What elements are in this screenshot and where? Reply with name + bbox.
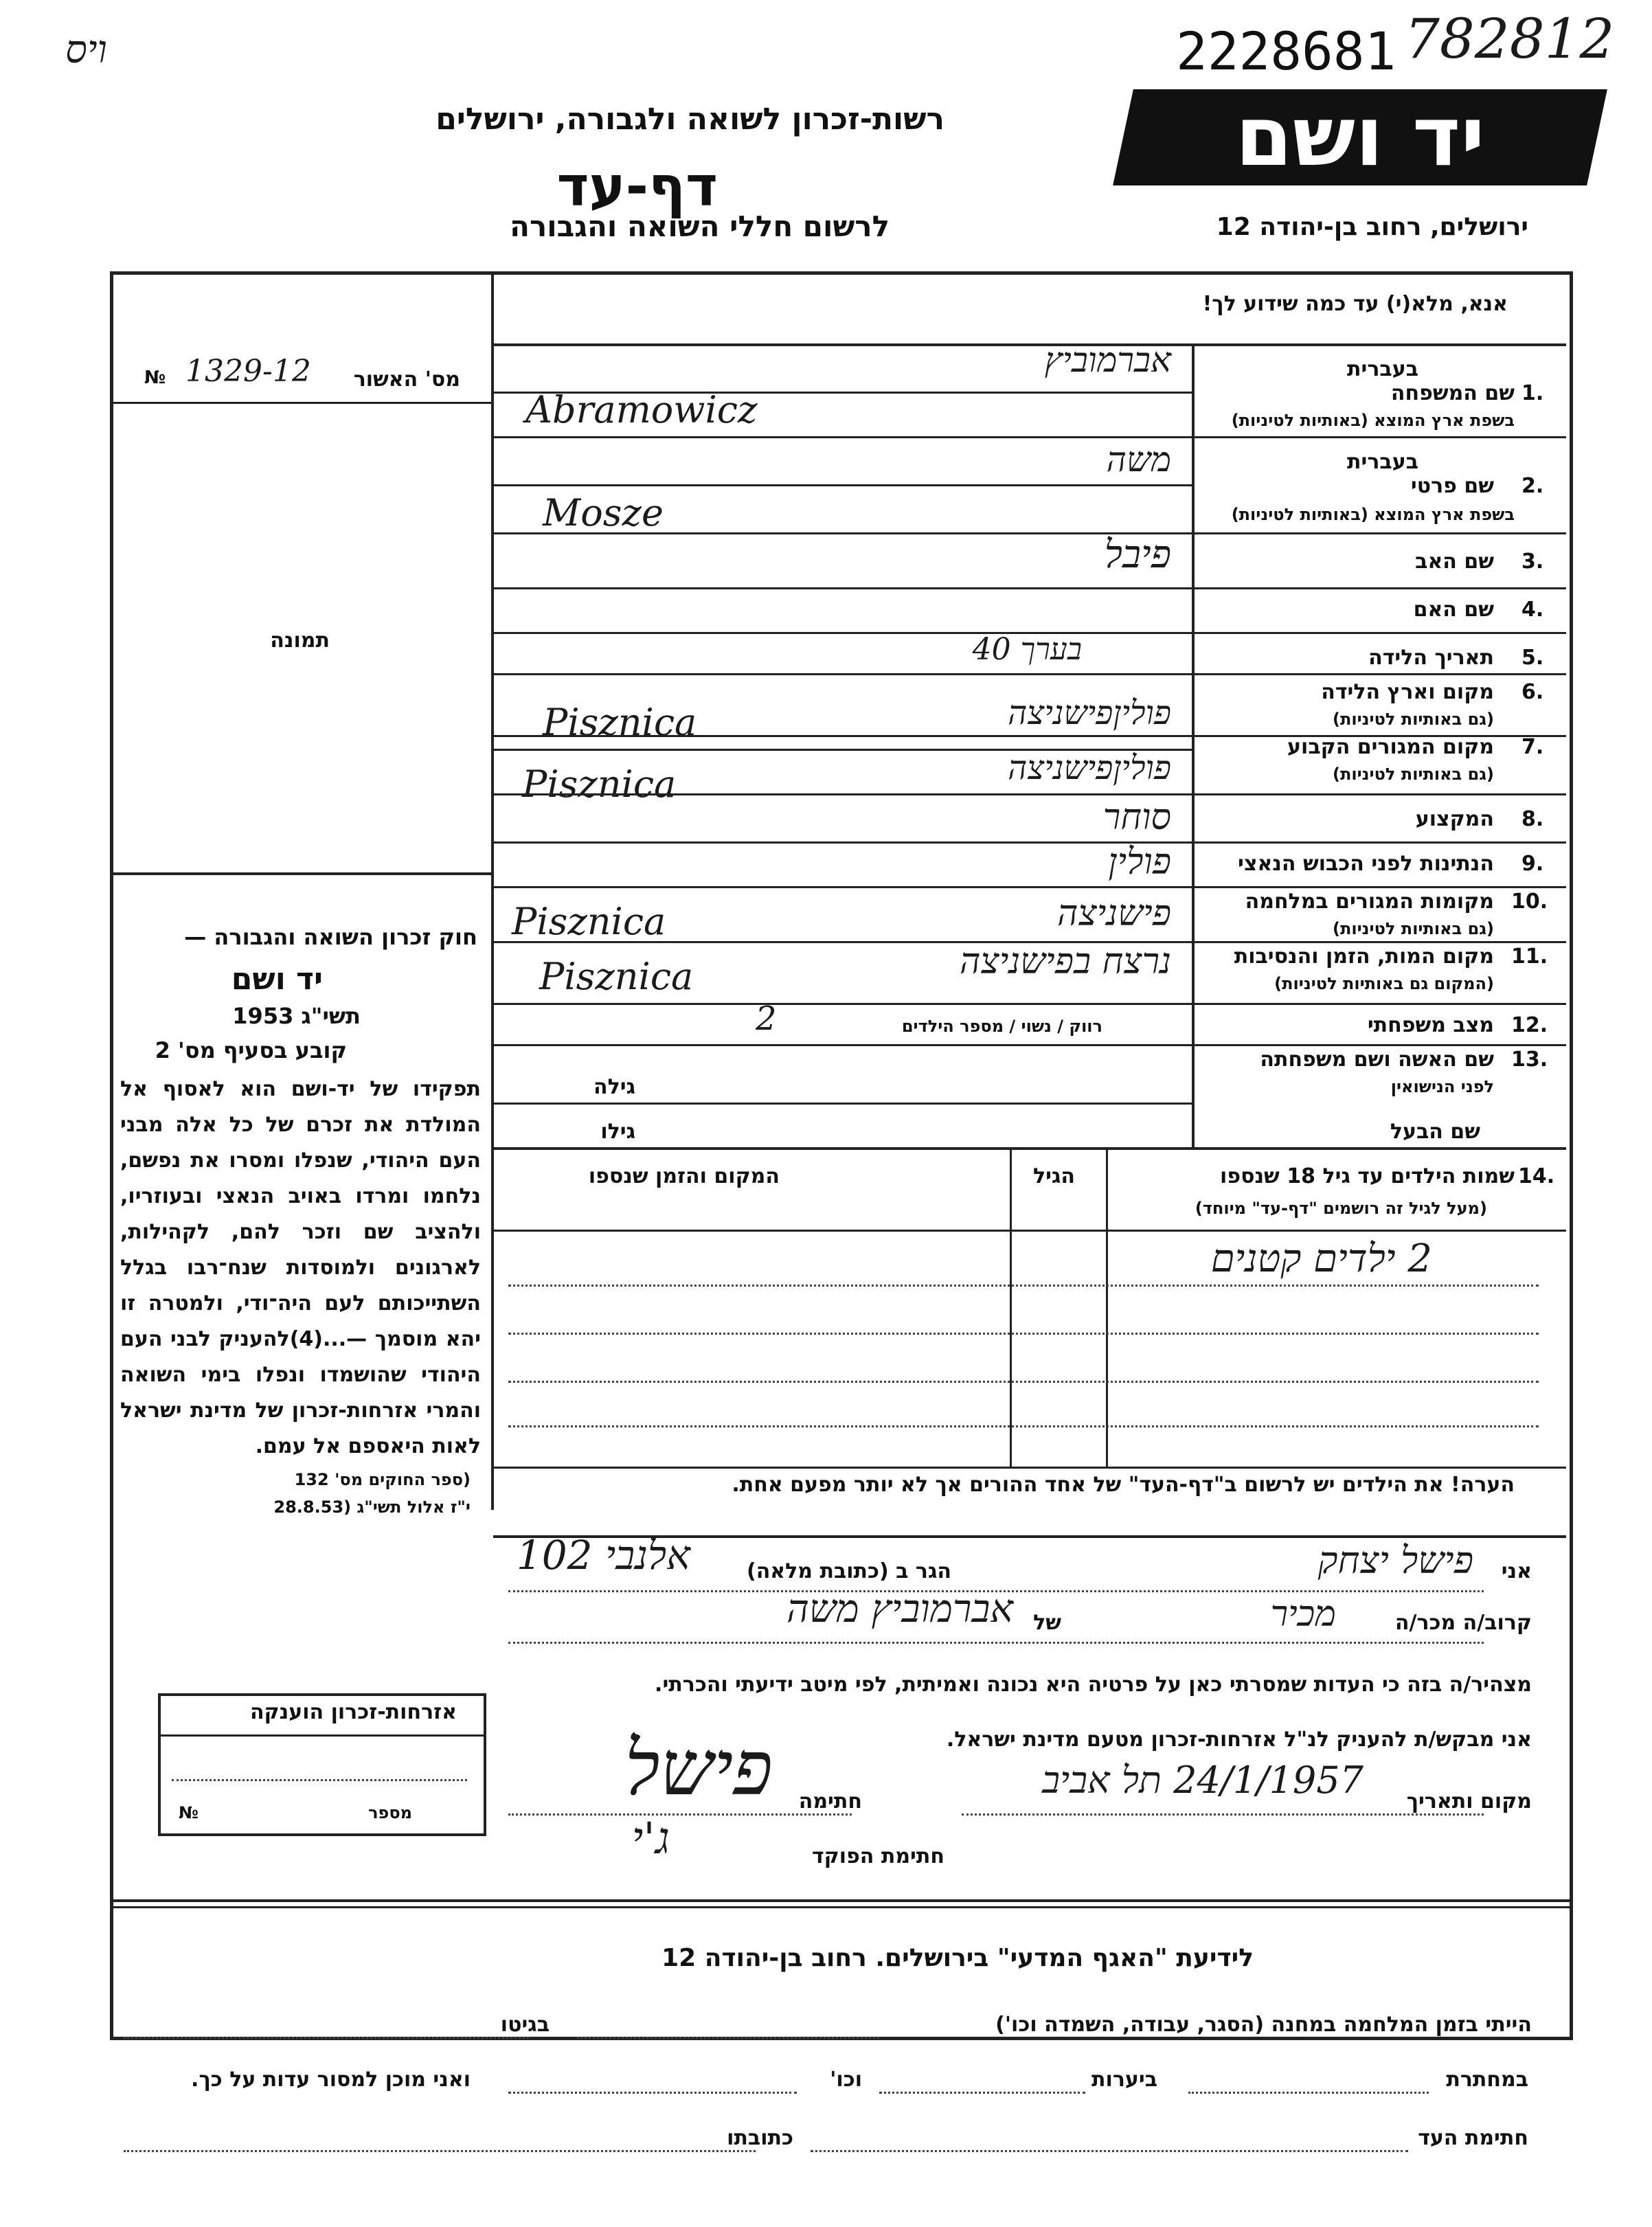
field-3-label: שם האב — [1415, 550, 1494, 574]
field-2-latin[interactable]: Mosze — [543, 491, 664, 534]
i-label: אני — [1501, 1559, 1532, 1583]
field-4-number: 4. — [1521, 598, 1544, 622]
husband-label: שם הבעל — [1390, 1120, 1480, 1144]
of-label: של — [1033, 1611, 1061, 1635]
officer-label: חתימת הפוקד — [812, 1844, 944, 1868]
wife-age-label: גילה — [593, 1075, 635, 1099]
photo-label: תמונה — [270, 629, 330, 653]
child-1-name[interactable]: 2 ילדים קטנים — [1210, 1236, 1432, 1281]
corner-mark: ויס — [65, 27, 107, 72]
field-6-latin[interactable]: Pisznica — [543, 701, 697, 744]
field-2-sub: בשפת ארץ המוצא (באותיות לטיניות) — [1231, 505, 1515, 524]
husband-age-label: גילו — [600, 1120, 635, 1144]
field-7-latin[interactable]: Pisznica — [522, 762, 677, 806]
law-year: תשי"ג 1953 — [232, 1003, 361, 1029]
field-7-sub: (גם באותיות לטיניות) — [1333, 765, 1494, 784]
field-12-value[interactable]: 2 — [756, 999, 777, 1038]
header-address: ירושלים, רחוב בן-יהודה 12 — [1216, 213, 1528, 241]
confirm-value[interactable]: 1329-12 — [185, 354, 311, 389]
field-5-label: תאריך הלידה — [1368, 646, 1494, 670]
field-13-label: שם האשה ושם משפחתה — [1260, 1048, 1494, 1072]
left-column-divider — [491, 273, 494, 1510]
address-label: הגר ב (כתובת מלאה) — [746, 1559, 951, 1583]
ghetto-label: בגיטו — [500, 2013, 550, 2037]
ready-label: ואני מוכן למסור עדות על כך. — [191, 2068, 471, 2092]
field-12-label: מצב משפחתי — [1367, 1013, 1494, 1037]
field-2-hebrew[interactable]: משה — [1106, 440, 1171, 479]
authority-title: רשות-זכרון לשואה ולגבורה, ירושלים — [435, 102, 944, 137]
law-title: חוק זכרון השואה והגבורה — — [184, 924, 477, 950]
field-1-hebrew[interactable]: אברמוביץ — [1044, 340, 1171, 380]
field-9-number: 9. — [1521, 852, 1544, 876]
etc-label: וכו' — [830, 2068, 862, 2092]
field-10-hebrew[interactable]: פישניצה — [1057, 893, 1171, 934]
field-1-number: 1. — [1521, 381, 1544, 405]
field-14-number: 14. — [1518, 1164, 1555, 1188]
handwritten-number: 782812 — [1405, 7, 1615, 71]
hebrew-tag-1: בעברית — [1347, 357, 1418, 381]
field-10-label: מקומות המגורים במלחמה — [1245, 890, 1494, 914]
law-ref1: (ספר החוקים מס' 132 — [294, 1470, 471, 1489]
field-13-sub: לפני הנישואין — [1390, 1077, 1494, 1096]
forests-label: ביערות — [1091, 2068, 1157, 2092]
field-8-number: 8. — [1521, 807, 1544, 831]
partisan-label: במחתרת — [1446, 2068, 1528, 2092]
field-1-sub: בשפת ארץ המוצא (באותיות לטיניות) — [1231, 411, 1515, 430]
date-label: מקום ותאריך — [1406, 1789, 1532, 1813]
yad-vashem-logo: יד ושם — [1113, 89, 1607, 185]
note: הערה! את הילדים יש לרשום ב"דף-העד" של אחד ההורים אך לא יותר מפעם אחת. — [732, 1473, 1515, 1497]
field-8-label: המקצוע — [1415, 807, 1494, 831]
field-7-label: מקום המגורים הקבוע — [1287, 735, 1494, 759]
field-13-number: 13. — [1511, 1048, 1548, 1072]
signature-value[interactable]: פישל — [624, 1724, 773, 1812]
field-11-sub: (המקום גם באותיות לטיניות) — [1274, 974, 1494, 993]
field-10-latin[interactable]: Pisznica — [512, 900, 666, 943]
instructions: אנא, מלא(י) עד כמה שידוע לך! — [1202, 292, 1508, 316]
archive-number: 2228681 — [1176, 21, 1396, 82]
confirm-no: № — [144, 368, 166, 388]
declarant-name[interactable]: פישל יצחק — [1317, 1539, 1473, 1582]
field-7-hebrew[interactable]: פוליןפישניצה — [1008, 749, 1171, 787]
column-place: המקום והזמן שנספו — [588, 1164, 780, 1188]
field-2-label: שם פרטי — [1410, 474, 1494, 498]
field-6-sub: (גם באותיות לטיניות) — [1333, 710, 1494, 729]
bottom-info: לידיעת "האגף המדעי" בירושלים. רחוב בן-יהודה 12 — [661, 1944, 1254, 1972]
field-14-label: שמות הילדים עד גיל 18 שנספו — [1220, 1164, 1515, 1188]
field-4-label: שם האם — [1413, 598, 1494, 622]
law-body: תפקידו של יד-ושם הוא לאסוף אל המולדת את זכרם של כל אלה מבני העם היהודי, שנפלו ומסרו את נפשם, נלחמו ומרדו באויב הנאצי ובעוזריו, ולהציב שם וזכר להם, לקהילות, לארגונים ולמוסדות שנח־רבו בגלל השתייכותם לעם היה־ודי, ולמטרה זו יהא מוסמך —...(4)להעניק לבני העם היהודי שהושמדו ונפלו בימי השואה והמרי אזרחות-זכרון של מדינת ישראל לאות היאספם אל עמם. — [120, 1077, 481, 1458]
field-3-number: 3. — [1521, 550, 1544, 574]
field-9-label: הנתינות לפני הכבוש הנאצי — [1238, 852, 1494, 876]
date-value[interactable]: 24/1/1957 תל אביב — [1041, 1759, 1364, 1802]
law-name: יד ושם — [231, 962, 323, 997]
witness-signature-label: חתימת העד — [1418, 2126, 1528, 2150]
field-9-value[interactable]: פולין — [1108, 841, 1171, 883]
field-1-latin[interactable]: Abramowicz — [525, 388, 758, 431]
field-10-sub: (גם באותיות לטיניות) — [1333, 919, 1494, 938]
field-12-number: 12. — [1511, 1013, 1548, 1037]
field-12-options: רווק / נשוי / מספר הילדים — [901, 1017, 1102, 1036]
field-6-number: 6. — [1521, 680, 1544, 704]
hebrew-tag-2: בעברית — [1347, 450, 1418, 474]
citizenship-title: אזרחות-זכרון הוענקה — [249, 1700, 457, 1724]
request: אני מבקש/ת להעניק לנ"ל אזרחות-זכרון מטעם מדינת ישראל. — [946, 1728, 1532, 1752]
form-subtitle: לרשום חללי השואה והגבורה — [510, 210, 890, 243]
field-2-number: 2. — [1521, 474, 1544, 498]
law-ref2: י"ז אלול תשי"ג (28.8.53 — [273, 1497, 471, 1517]
declaration: מצהיר/ה בזה כי העדות שמסרתי כאן על פרטיה היא נכונה ואמיתית, לפי מיטב ידיעתי והכרתי. — [655, 1673, 1532, 1697]
signature-label: חתימה — [798, 1789, 862, 1813]
field-14-sub: (מעל לגיל זה רושמים "דף-עד" מיוחד) — [1195, 1199, 1487, 1218]
field-6-hebrew[interactable]: פוליןפישניצה — [1008, 694, 1171, 732]
citizenship-no: № — [179, 1803, 199, 1822]
field-5-value[interactable]: בערך 40 — [972, 632, 1082, 667]
officer-signature[interactable]: ג'י — [631, 1813, 670, 1864]
field-11-label: מקום המות, הזמן והנסיבות — [1234, 945, 1494, 969]
field-7-number: 7. — [1521, 735, 1544, 759]
field-8-value[interactable]: סוחר — [1102, 797, 1171, 838]
field-11-hebrew[interactable]: נרצח בפישניצה — [959, 941, 1171, 982]
field-11-latin[interactable]: Pisznica — [539, 955, 694, 998]
field-5-number: 5. — [1521, 646, 1544, 670]
citizenship-number-label: מספר — [368, 1803, 412, 1822]
of-value[interactable]: אברמוביץ משה — [787, 1587, 1013, 1631]
address-value[interactable]: אלנבי 102 — [516, 1532, 690, 1579]
relation-value[interactable]: מכיר — [1270, 1594, 1336, 1635]
camp-line: הייתי בזמן המלחמה במחנה (הסגר, עבודה, השמדה וכו') — [995, 2013, 1532, 2037]
field-3-value[interactable]: פיבל — [1104, 532, 1171, 577]
confirm-label: מס' האשור — [353, 368, 460, 392]
relation-label: קרוב/ה מכר/ה — [1394, 1611, 1532, 1635]
law-section: קובע בסעיף מס' 2 — [155, 1037, 347, 1063]
field-1-label: שם המשפחה — [1390, 381, 1515, 405]
column-age: הגיל — [1033, 1164, 1075, 1188]
field-10-number: 10. — [1511, 890, 1548, 914]
field-6-label: מקום וארץ הלידה — [1321, 680, 1494, 704]
field-11-number: 11. — [1511, 945, 1548, 969]
form-title: דף-עד — [556, 155, 718, 218]
witness-address-label: כתובתו — [727, 2126, 793, 2150]
